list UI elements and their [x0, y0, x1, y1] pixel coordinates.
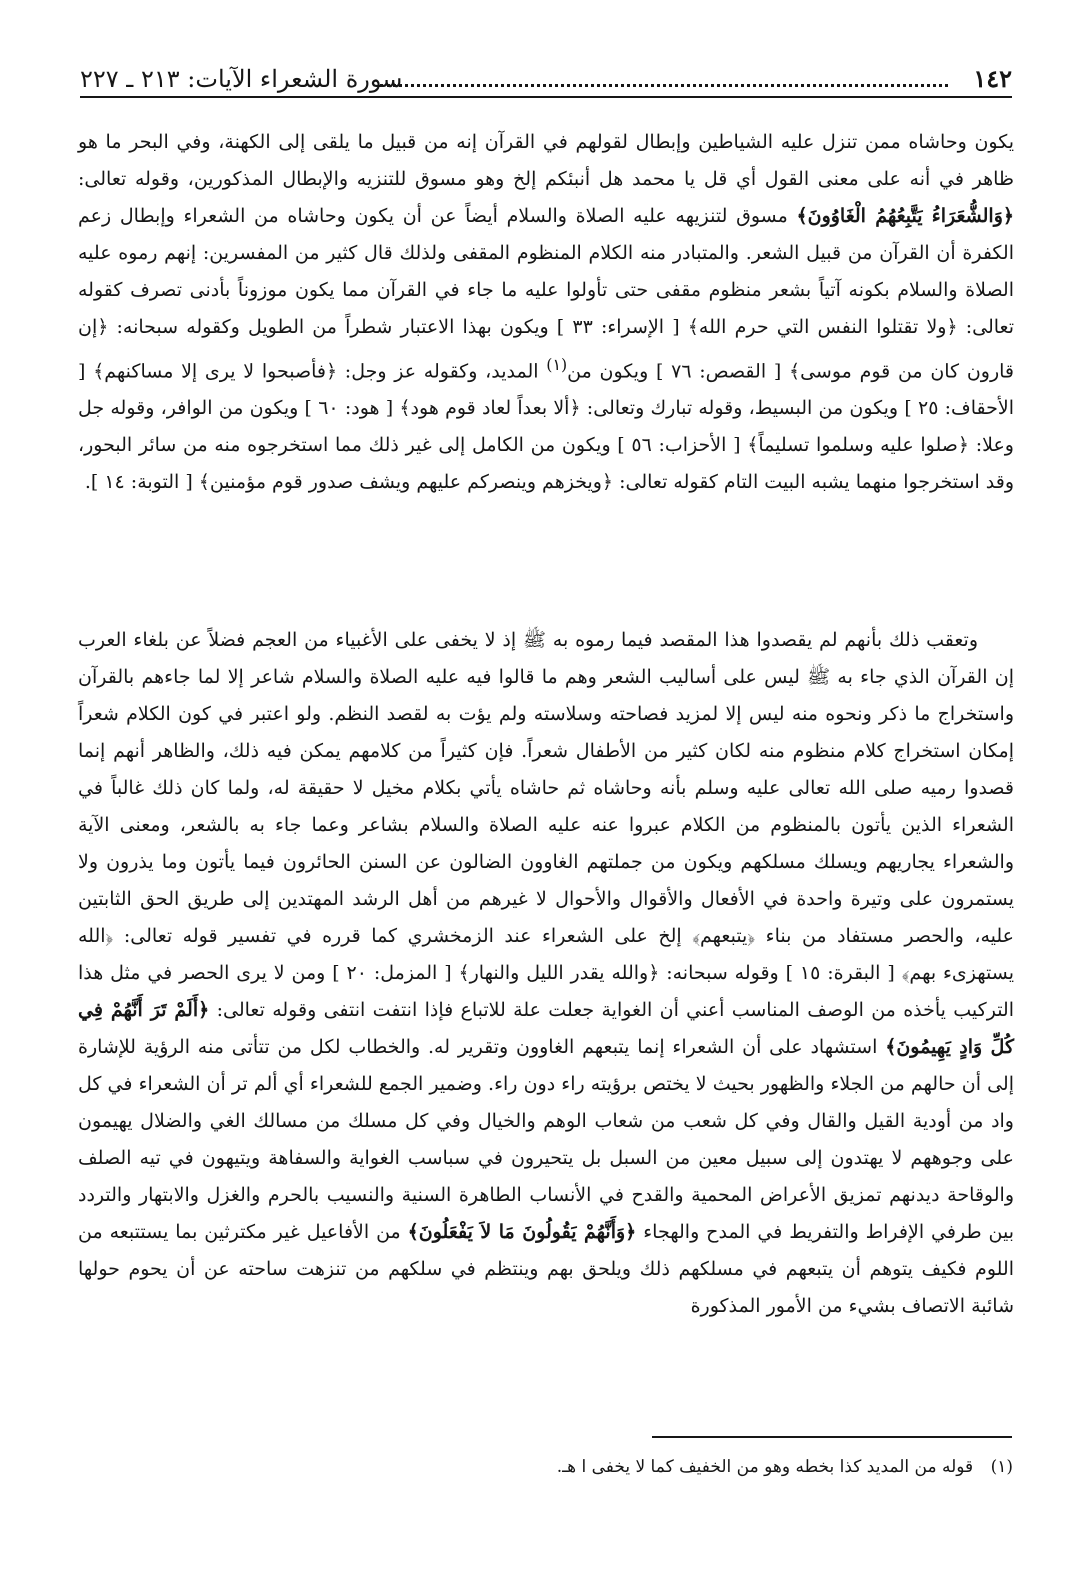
p2-text-2: استشهاد على أن الشعراء إنما يتبعهم الغاوون وتقرير له. والخطاب لكل من تتأتى منه الرؤية للإشارة إلى أن حالهم من الجلاء والظهور بحيث لا يختص برؤيته راء دون راء. وضمير الجمع للشعراء أي ألم تر أن الشعراء في كل واد من أودية القيل والقال وفي كل شعب من شعاب الوهم والخيال وفي كل مسلك من مسالك الغي والضلال يهيمون على وجوههم لا يهتدون إلى سبيل معين من السبل بل يتحيرون في سباسب الغواية والسفاهة ويتيهون في تيه الصلف والوقاحة ديدنهم تمزيق الأعراض المحمية والقدح في الأنساب الطاهرة السنية والنسيب بالحرم والغزل والابتهار والتردد بين طرفي الإفراط والتفريط في المدح والهجاء — [78, 1036, 1014, 1243]
p2-text-3: من الأفاعيل غير مكترثين بما يستتبعه من اللوم فكيف يتوهم أن يتبعهم في مسلكهم ذلك ويلحق بهم وينتظم في سلكهم من تنزهت ساحته عن أن يحوم حولها شائبة الاتصاف بشيء من الأمور المذكورة — [78, 1221, 1014, 1317]
quran-verse-yaquluna: ﴿وَأَنَّهُمْ يَقُولُونَ مَا لاَ يَفْعَلُونَ﴾ — [407, 1221, 637, 1243]
footnote — [313, 1452, 1013, 1482]
quran-verse-wadi: ﴿أَلَمْ تَرَ أَنَّهُمْ فِي كُلِّ وَادٍ يَهِيمُونَ﴾ — [78, 999, 1014, 1058]
leader-dots — [380, 66, 948, 87]
surah-title: سورة الشعراء الآيات: ٢١٣ ـ ٢٢٧ — [80, 65, 403, 93]
footnote-number: (١) — [990, 1457, 1013, 1477]
quran-verse-ash-shuara: ﴿وَالشُّعَرَاءُ يَتَّبِعُهُمُ الْغَاوُونَ﴾ — [796, 205, 1014, 227]
p1-text-1: يكون وحاشاه ممن تنزل عليه الشياطين وإبطال لقولهم في القرآن إنه من قبيل ما يلقى إلى الكهنة، وفي البحر ما هو ظاهر في أنه على معنى القول أي قل يا محمد هل أنبئكم إلخ وهو مسوق للتنزيه والإبطال المذكورين، وقوله تعالى: — [78, 131, 1014, 190]
footnote-divider — [652, 1436, 1012, 1438]
footnote-marker[interactable]: (١) — [546, 355, 568, 374]
running-header — [80, 62, 1012, 98]
p1-text-2: مسوق لتنزيهه عليه الصلاة والسلام أيضاً عن أن يكون وحاشاه من الشعراء وإبطال زعم الكفرة أن القرآن من قبيل الشعر. والمتبادر منه الكلام المنظوم المقفى ولذلك قال كثير من المفسرين: إنهم رموه عليه الصلاة والسلام بكونه آتياً بشعر منظوم مقفى حتى تأولوا عليه ما جاء في القرآن مما يكون موزوناً بأدنى تصرف كقوله تعالى: ﴿ولا تقتلوا النفس التي حرم الله﴾ [ الإسراء: ٣٣ ] ويكون بهذا الاعتبار شطراً من الطويل وكقوله سبحانه: ﴿إن قارون كان من قوم موسى﴾ [ القصص: ٧٦ ] ويكون من — [78, 205, 1015, 383]
p1-text-3: المديد، وكقوله عز وجل: ﴿فأصبحوا لا يرى إلا مساكنهم﴾ [ الأحقاف: ٢٥ ] ويكون من البسيط، وقوله تبارك وتعالى: ﴿ألا بعداً لعاد قوم هود﴾ [ هود: ٦٠ ] ويكون من الوافر، وقوله جل وعلا: ﴿صلوا عليه وسلموا تسليماً﴾ [ الأحزاب: ٥٦ ] ويكون من الكامل إلى غير ذلك مما استخرجوه منه من سائر البحور، وقد استخرجوا منهما يشبه البيت التام كقوله تعالى: ﴿ويخزهم وينصركم عليهم ويشف صدور قوم مؤمنين﴾ [ التوبة: ١٤ ]. — [78, 360, 1014, 494]
page-number: ١٤٢ — [973, 64, 1012, 93]
paragraph-2 — [78, 622, 1014, 1402]
p2-text-1: وتعقب ذلك بأنهم لم يقصدوا هذا المقصد فيما رموه به ﷺ إذ لا يخفى على الأغبياء من العجم فضلاً عن بلغاء العرب إن القرآن الذي جاء به ﷺ ليس على أساليب الشعر وهم ما قالوا فيه عليه الصلاة والسلام شاعر إلا لما جاءهم بالقرآن واستخراج ما ذكر ونحوه منه ليس إلا لمزيد فصاحته وسلاسته ولم يؤت به لقصد النظم. ولو اعتبر في كون الكلام شعراً إمكان استخراج كلام منظوم منه لكان كثير من الأطفال شعراً. فإن كثيراً من كلامهم يمكن فيه ذلك، والظاهر أنهم إنما قصدوا رميه صلى الله تعالى عليه وسلم بأنه وحاشاه ثم حاشاه يأتي بكلام مخيل لا حقيقة له، ولما كان ذلك غالباً في الشعراء الذين يأتون بالمنظوم من الكلام عبروا عنه عليه الصلاة والسلام بشاعر وعما جاء به بالشعر، ومعنى الآية والشعراء يجاريهم ويسلك مسلكهم ويكون من جملتهم الغاوون الضالون عن السنن الحائرون فيما يأتون وما يذرون ولا يستمرون على وتيرة واحدة في الأفعال والأقوال والأحوال لا غيرهم من أهل الرشد المهتدين إلى طريق الحق الثابتين عليه، والحصر مستفاد من بناء ﴿يتبعهم﴾ إلخ على الشعراء عند الزمخشري كما قرره في تفسير قوله تعالى: ﴿الله يستهزىء بهم﴾ [ البقرة: ١٥ ] وقوله سبحانه: ﴿والله يقدر الليل والنهار﴾ [ المزمل: ٢٠ ] ومن لا يرى الحصر في مثل هذا التركيب يأخذه من الوصف المناسب أعني أن الغواية جعلت علة للاتباع فإذا انتفت انتفى وقوله تعالى: — [78, 629, 1015, 1021]
paragraph-1 — [78, 124, 1014, 584]
footnote-text: قوله من المديد كذا بخطه وهو من الخفيف كما لا يخفى ا هـ. — [556, 1457, 974, 1477]
